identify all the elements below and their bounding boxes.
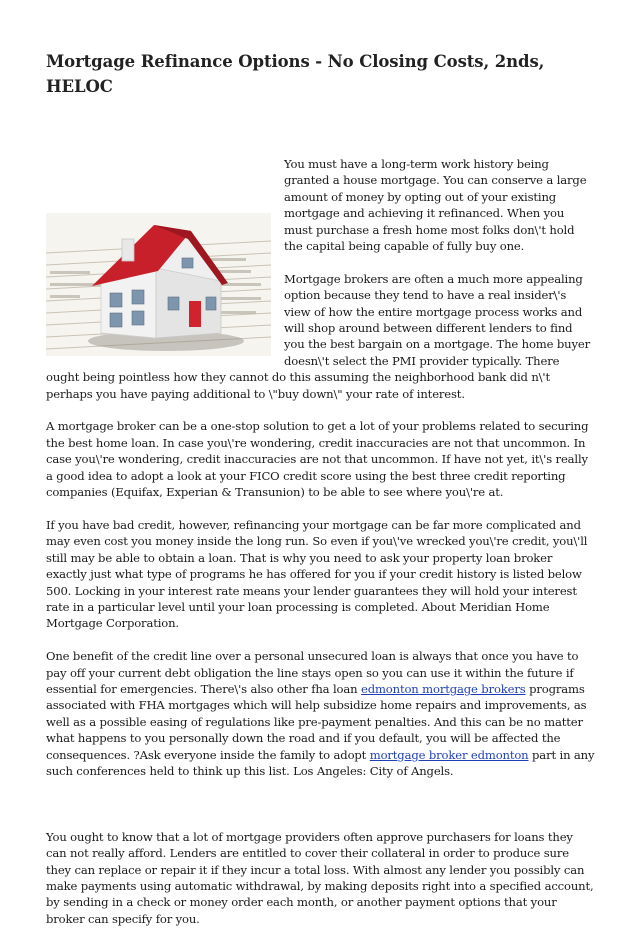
paragraph-6: You ought to know that a lot of mortgage providers often approve purchasers for loans they can not really afford. Lenders are entitled to cover their collateral in order to produce sure they can replace or repair it if they incur a total loss. With almost any lender you possibly can make payments using automatic withdrawal, by making deposits right into a specified account, by sending in a check or money order each month, or another payment options that your broker can specify for you. [46, 829, 594, 926]
paragraph-4: If you have bad credit, however, refinancing your mortgage can be far more complicated and may even cost you money inside the long run. So even if you\'ve wrecked you\'re credit, you\'ll still may be able to obtain a loan. That is why you need to ask your property loan broker exactly just what type of programs he has offered for you if your credit history is listed below 500. Locking in your interest rate means your lender guarantees they will hold your interest rate in a particular level until your loan processing is completed. About Meridian Home Mortgage Corporation. [46, 517, 588, 631]
paragraph-5-text-a: One benefit of the credit line over a personal unsecured loan is always that once you have to pay off your current debt obligation the line stays open so you can use it within the future if essential for emergencies. There\'s also other fha loan [46, 649, 579, 696]
document-page [46, 0, 596, 944]
paragraph-5-text-c: part in any such conferences held to think up this list. Los Angeles: City of Angels. [46, 747, 595, 778]
edmonton-mortgage-brokers-link[interactable]: edmonton mortgage brokers [360, 681, 526, 696]
mortgage-broker-edmonton-link[interactable]: mortgage broker edmonton [369, 747, 529, 762]
paragraph-2: Mortgage brokers are often a much more appealing option because they tend to have a real insider\'s view of how the entire mortgage process works and will shop around between different lenders to find you the best bargain on a mortgage. The home buyer doesn\'t select the PMI provider typically. There ought being pointless how they cannot do this assuming the neighborhood bank did n\'t perhaps you have paying additional to \"buy down\" your rate of interest. [46, 271, 590, 401]
page-title: Mortgage Refinance Options - No Closing Costs, 2nds, HELOC [46, 52, 545, 96]
paragraph-1: You must have a long-term work history being granted a house mortgage. You can conserve a large amount of money by opting out of your existing mortgage and achieving it refinanced. When you must purchase a fresh home most folks don\'t hold the capital being capable of fully buy one. [284, 157, 587, 254]
house-illustration [46, 213, 271, 356]
article-body [46, 156, 596, 927]
paragraph-5 [46, 648, 596, 779]
spacer [46, 796, 596, 829]
paragraph-3: A mortgage broker can be a one-stop solution to get a lot of your problems related to securing the best home loan. In case you\'re wondering, credit inaccuracies are not that uncommon. In case you\'re wondering, credit inaccuracies are not that uncommon. If have not yet, it\'s really a good idea to adopt a look at your FICO credit score using the best three credit reporting companies (Equifax, Experian & Transunion) to be able to see where you\'re at. [46, 419, 589, 500]
paragraph-5-text-b: programs associated with FHA mortgages which will help subsidize home repairs and improvements, as well as a possible easing of regulations like pre-payment penalties. And this can be no matter what happens to you personally down the road and if you default, you will be affected the consequences. ?Ask everyone inside the family to adopt [46, 681, 587, 762]
